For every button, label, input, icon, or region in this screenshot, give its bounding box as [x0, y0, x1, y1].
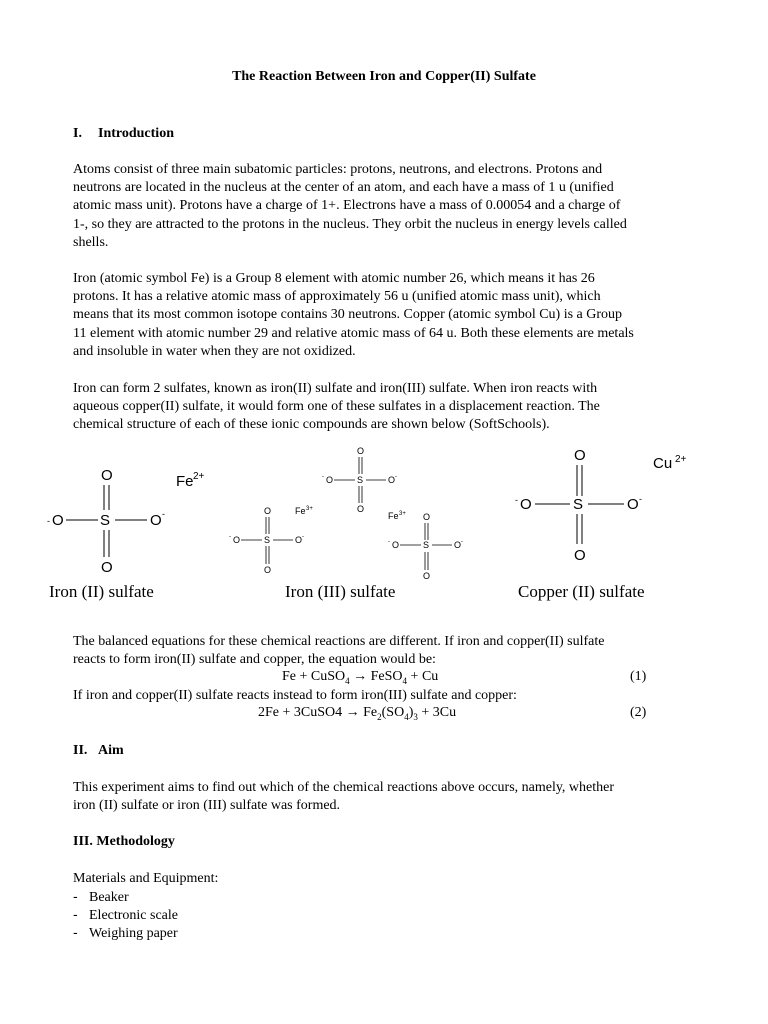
- text-line: neutrons are located in the nucleus at the center of an atom, and each have a mass of 1 u (unified: [73, 180, 614, 196]
- text-line: iron (II) sulfate or iron (III) sulfate was formed.: [73, 798, 341, 814]
- sulfate-structures-diagram: [0, 440, 768, 590]
- paragraph-aim: [73, 779, 703, 815]
- oxygen-atom: O: [326, 475, 334, 485]
- oxygen-atom: O: [357, 504, 365, 514]
- section-heading-aim: [73, 743, 124, 759]
- sulfur-atom: S: [423, 540, 430, 550]
- oxygen-atom: O: [627, 496, 639, 513]
- text-line: aqueous copper(II) sulfate, it would form one of these sulfates in a displacement reaction. The: [73, 399, 600, 415]
- section-title: Methodology: [96, 834, 175, 849]
- materials-heading: Materials and Equipment:: [73, 871, 219, 886]
- oxygen-atom: O: [233, 535, 241, 545]
- list-item: - Beaker: [73, 888, 129, 905]
- paragraph-atoms: [73, 161, 703, 252]
- copper-ii-sulfate-structure: [515, 447, 687, 564]
- bullet-dash: -: [73, 906, 78, 922]
- oxygen-atom: O: [357, 446, 365, 456]
- text-line: protons. It has a relative atomic mass of approximately 56 u (unified atomic mass unit), which: [73, 289, 601, 305]
- negative-charge: -: [229, 534, 231, 540]
- copper-ion: Cu: [653, 455, 673, 472]
- oxygen-atom: O: [150, 512, 162, 529]
- document-title: The Reaction Between Iron and Copper(II) Sulfate: [232, 69, 536, 84]
- oxygen-atom: O: [574, 447, 586, 464]
- paragraph-sulfates: [73, 380, 703, 435]
- equation-number: (2): [630, 705, 647, 720]
- negative-charge: -: [302, 534, 304, 540]
- bullet-dash: -: [73, 924, 78, 940]
- list-item: - Weighing paper: [73, 924, 178, 941]
- text-line: Iron can form 2 sulfates, known as iron(II) sulfate and iron(III) sulfate. When iron reacts with: [73, 381, 598, 396]
- text-line: Atoms consist of three main subatomic particles: protons, neutrons, and electrons. Protons and: [73, 162, 603, 177]
- text-line: Iron (atomic symbol Fe) is a Group 8 element with atomic number 26, which means it has 26: [73, 271, 595, 286]
- section-number: III.: [73, 834, 93, 849]
- negative-charge: -: [162, 509, 165, 519]
- list-item: - Electronic scale: [73, 906, 179, 923]
- text-line: and insoluble in water when they are not oxidized.: [73, 343, 356, 359]
- paragraph-equation-2-intro: [73, 687, 703, 705]
- text-line: This experiment aims to find out which of the chemical reactions above occurs, namely, whether: [73, 780, 615, 795]
- equation-2: 2Fe + 3CuSO4 → $Fe_2(SO_4)_3 + 3Cu$: [258, 705, 457, 722]
- iron-ion: Fe: [295, 506, 306, 516]
- sulfur-atom: S: [100, 512, 111, 529]
- sulfur-atom: S: [573, 496, 584, 513]
- oxygen-atom: O: [264, 565, 272, 575]
- text-line: If iron and copper(II) sulfate reacts instead to form iron(III) sulfate and copper:: [73, 688, 517, 703]
- oxygen-atom: O: [101, 559, 113, 576]
- structure-label: Iron (III) sulfate: [285, 582, 396, 601]
- ion-charge: 3+: [306, 506, 313, 512]
- section-title: Aim: [98, 743, 124, 758]
- ion-charge: 2+: [193, 471, 205, 482]
- negative-charge: -: [461, 539, 463, 545]
- iron-iii-sulfate-structure: [229, 446, 463, 581]
- section-heading-methodology: [73, 834, 175, 850]
- negative-charge: -: [388, 539, 390, 545]
- text-line: atomic mass unit). Protons have a charge of 1+. Electrons have a mass of 0.00054 and a charge of: [73, 198, 621, 214]
- section-heading-introduction: [73, 126, 174, 142]
- oxygen-atom: O: [295, 535, 303, 545]
- structure-label: Iron (II) sulfate: [49, 582, 154, 601]
- iron-ii-sulfate-structure: [47, 467, 205, 576]
- text-line: shells.: [73, 234, 109, 250]
- paragraph-iron-copper: [73, 270, 703, 361]
- oxygen-atom: O: [52, 512, 64, 529]
- negative-charge: -: [515, 495, 518, 505]
- oxygen-atom: O: [101, 467, 113, 484]
- section-title: Introduction: [98, 126, 174, 141]
- iron-ion: Fe: [388, 511, 399, 521]
- negative-charge: -: [639, 494, 642, 504]
- bullet-dash: -: [73, 888, 78, 904]
- text-line: chemical structure of each of these ionic compounds are shown below (SoftSchools).: [73, 417, 550, 433]
- ion-charge: 3+: [399, 511, 406, 517]
- section-number: I.: [73, 126, 82, 141]
- paragraph-equations-intro: [73, 633, 703, 669]
- text-line: 1-, so they are attracted to the protons in the nucleus. They orbit the nucleus in energy levels called: [73, 216, 627, 232]
- sulfur-atom: S: [357, 475, 364, 485]
- text-line: The balanced equations for these chemical reactions are different. If iron and copper(II) sulfate: [73, 634, 605, 649]
- oxygen-atom: O: [423, 571, 431, 581]
- oxygen-atom: O: [454, 540, 462, 550]
- ion-charge: 2+: [675, 454, 687, 465]
- text-line: 11 element with atomic number 29 and relative atomic mass of 64 u. Both these elements are metals: [73, 325, 634, 341]
- section-number: II.: [73, 743, 88, 758]
- equation-number: (1): [630, 669, 647, 684]
- oxygen-atom: O: [392, 540, 400, 550]
- oxygen-atom: O: [520, 496, 532, 513]
- text-line: means that its most common isotope contains 30 neutrons. Copper (atomic symbol Cu) is a Group: [73, 307, 623, 323]
- negative-charge: -: [47, 516, 50, 526]
- negative-charge: -: [395, 474, 397, 480]
- oxygen-atom: O: [574, 547, 586, 564]
- sulfur-atom: S: [264, 535, 271, 545]
- oxygen-atom: O: [264, 506, 272, 516]
- oxygen-atom: O: [423, 512, 431, 522]
- oxygen-atom: O: [388, 475, 396, 485]
- iron-ion: Fe: [176, 473, 194, 490]
- text-line: reacts to form iron(II) sulfate and copper, the equation would be:: [73, 652, 436, 668]
- equation-1: Fe + CuSO$_4$ → FeSO$_4$ + Cu: [282, 669, 439, 686]
- structure-label: Copper (II) sulfate: [518, 582, 645, 601]
- negative-charge: -: [322, 474, 324, 480]
